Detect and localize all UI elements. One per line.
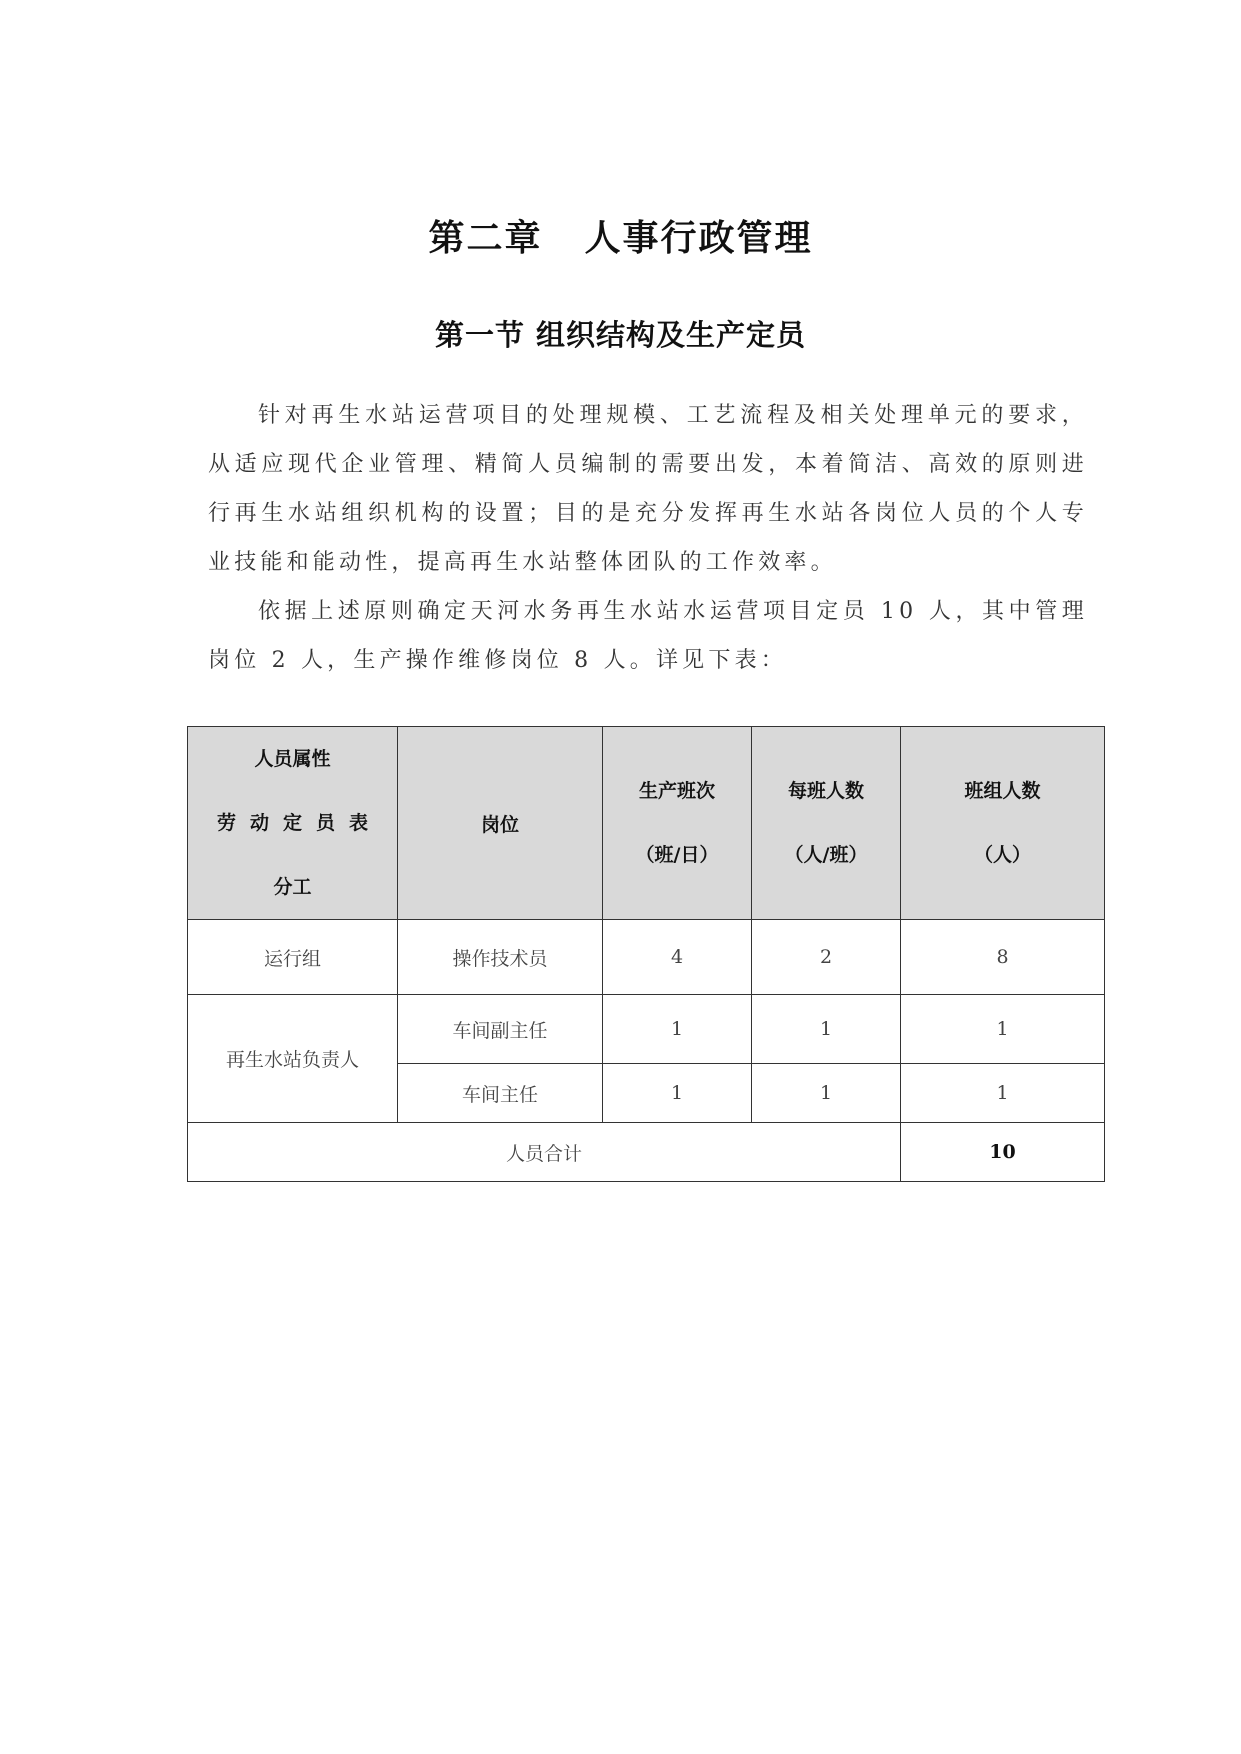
team-total-cell: 1 xyxy=(901,995,1105,1064)
shifts-cell: 1 xyxy=(603,1064,752,1123)
header-division-label: 分工 xyxy=(273,876,312,898)
header-team-total xyxy=(901,727,1105,920)
group-cell: 运行组 xyxy=(188,920,398,995)
paragraph-staffing: 依据上述原则确定天河水务再生水站水运营项目定员 10 人，其中管理岗位 2 人，生产操作维修岗位 8 人。详见下表： xyxy=(208,599,1088,673)
table-row xyxy=(188,920,1105,995)
team-total-cell: 1 xyxy=(901,1064,1105,1123)
shifts-cell: 4 xyxy=(603,920,752,995)
per-shift-cell: 1 xyxy=(752,1064,901,1123)
header-team-total-unit: （人） xyxy=(973,844,1031,866)
chapter-title xyxy=(0,210,1241,261)
section-title: 第一节 组织结构及生产定员 xyxy=(434,318,807,352)
table-row xyxy=(188,995,1105,1064)
table-header-row xyxy=(188,727,1105,920)
chapter-number: 第二章 xyxy=(428,217,543,259)
total-label: 人员合计 xyxy=(188,1123,901,1182)
post-cell: 车间主任 xyxy=(398,1064,603,1123)
per-shift-cell: 1 xyxy=(752,995,901,1064)
group-cell: 再生水站负责人 xyxy=(188,995,398,1123)
header-shifts-unit: （班/日） xyxy=(635,844,719,866)
paragraph-intro: 针对再生水站运营项目的处理规模、工艺流程及相关处理单元的要求，从适应现代企业管理、精简人员编制的需要出发，本着简洁、高效的原则进行再生水站组织机构的设置；目的是充分发挥再生水站各岗位人员的个人专业技能和能动性，提高再生水站整体团队的工作效率。 xyxy=(208,403,1088,575)
header-shifts xyxy=(603,727,752,920)
total-value: 10 xyxy=(901,1123,1105,1182)
header-per-shift xyxy=(752,727,901,920)
post-cell: 车间副主任 xyxy=(398,995,603,1064)
header-shifts-label: 生产班次 xyxy=(638,780,715,802)
header-attribute-cell xyxy=(188,727,398,920)
team-total-cell: 8 xyxy=(901,920,1105,995)
header-per-shift-unit: （人/班） xyxy=(784,844,868,866)
header-per-shift-label: 每班人数 xyxy=(787,780,864,802)
header-table-name: 劳动定员表 xyxy=(216,812,382,834)
staffing-table xyxy=(187,726,1105,1182)
table-total-row xyxy=(188,1123,1105,1182)
chapter-name: 人事行政管理 xyxy=(584,217,813,259)
shifts-cell: 1 xyxy=(603,995,752,1064)
header-post: 岗位 xyxy=(398,727,603,920)
per-shift-cell: 2 xyxy=(752,920,901,995)
header-team-total-label: 班组人数 xyxy=(964,780,1041,802)
header-attribute-label: 人员属性 xyxy=(254,748,331,770)
post-cell: 操作技术员 xyxy=(398,920,603,995)
